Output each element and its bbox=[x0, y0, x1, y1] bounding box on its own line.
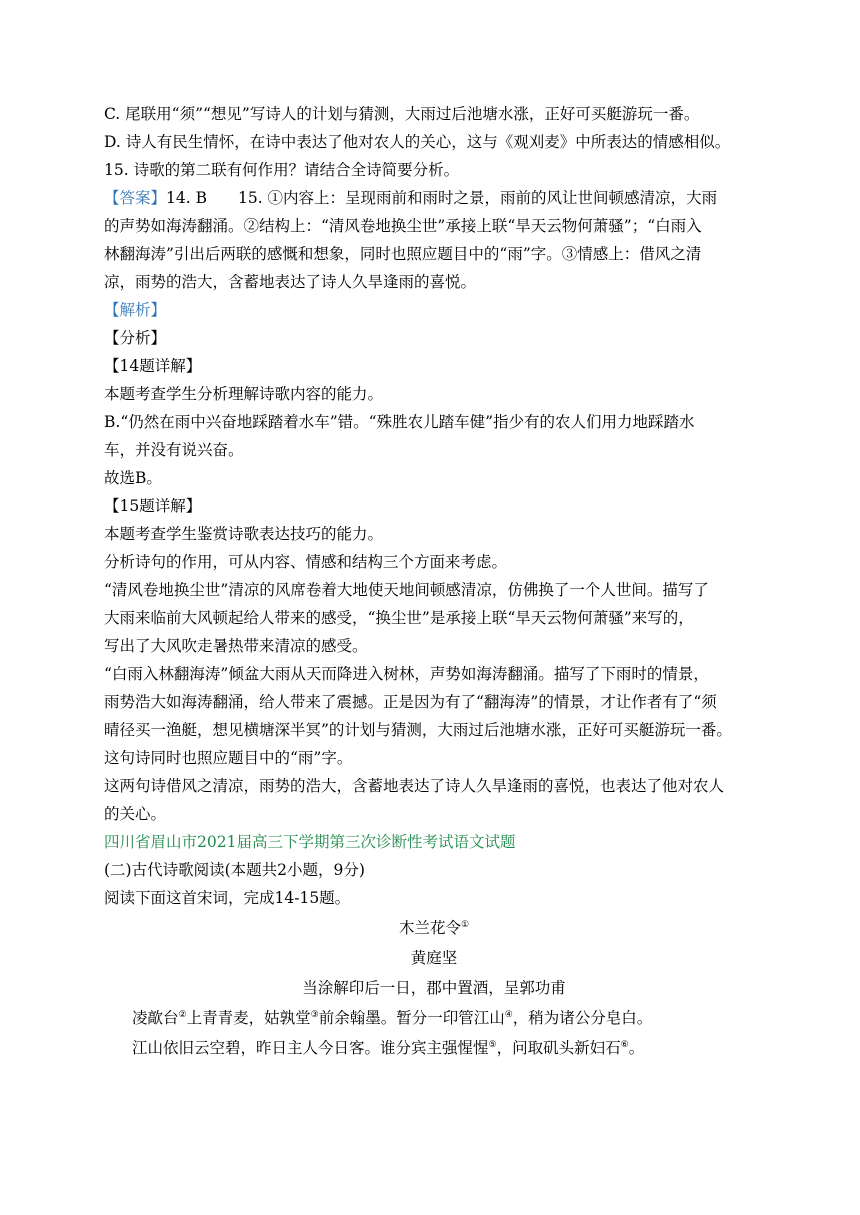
option-c: C. 尾联用“须”“想见”写诗人的计划与猜测，大雨过后池塘水涨，正好可买艇游玩一番。 bbox=[104, 105, 700, 123]
poem-preface: 当涂解印后一日，郡中置酒，呈郭功甫 bbox=[302, 979, 566, 997]
q15-detail-text-9: 这句诗同时也照应题目中的“雨”字。 bbox=[104, 749, 353, 767]
answer-tag: 【答案】 bbox=[104, 189, 167, 207]
q15-detail-text-3: “清风卷地换尘世”清凉的风席卷着大地使天地间顿感清凉，仿佛换了一个人世间。描写了 bbox=[104, 581, 709, 599]
poem-line-2: 江山依旧云空碧，昨日主人今日客。谁分宾主强惺惺⑤，问取矶头新妇石⑥。 bbox=[132, 1039, 645, 1057]
q14-detail-heading: 【14题详解】 bbox=[104, 357, 202, 375]
q15-detail-text-7: 雨势浩大如海涛翻涌，给人带来了震撼。正是因为有了“翻海涛”的情景，才让作者有了“须 bbox=[104, 693, 717, 711]
section-heading: (二)古代诗歌阅读(本题共2小题，9分) bbox=[104, 861, 365, 879]
answer-text: 14. B 15. ①内容上：呈现雨前和雨时之景，雨前的风让世间顿感清凉，大雨 bbox=[166, 189, 718, 207]
analysis-tag: 【解析】 bbox=[104, 301, 167, 319]
q15-detail-text-11: 的关心。 bbox=[104, 805, 167, 823]
q15-detail-text-8: 晴径买一渔艇，想见横塘深半冥”的计划与猜测，大雨过后池塘水涨，正好可买艇游玩一番。 bbox=[104, 721, 732, 739]
q14-conclusion: 故选B。 bbox=[104, 469, 162, 487]
q14-detail-text-2: B.“仍然在雨中兴奋地踩踏着水车”错。“殊胜农儿踏车健”指少有的农人们用力地踩踏水 bbox=[104, 413, 695, 431]
poem-author: 黄庭坚 bbox=[410, 949, 458, 967]
poem-title: 木兰花令① bbox=[398, 919, 470, 937]
q15-detail-text-2: 分析诗句的作用，可从内容、情感和结构三个方面来考虑。 bbox=[104, 553, 508, 571]
q15-detail-text-6: “白雨入林翻海涛”倾盆大雨从天而降进入树林，声势如海涛翻涌。描写了下雨时的情景， bbox=[104, 665, 709, 683]
q15-detail-heading: 【15题详解】 bbox=[104, 497, 202, 515]
answer-line-2: 的声势如海涛翻涌。②结构上：“清风卷地换尘世”承接上联“旱天云物何萧骚”；“白雨入 bbox=[104, 217, 702, 235]
answer-line bbox=[104, 188, 764, 208]
q14-detail-text: 本题考查学生分析理解诗歌内容的能力。 bbox=[104, 385, 384, 403]
option-d: D. 诗人有民生情怀，在诗中表达了他对农人的关心，这与《观刈麦》中所表达的情感相似。 bbox=[104, 133, 731, 151]
q15-detail-text-10: 这两句诗借风之清凉，雨势的浩大，含蓄地表达了诗人久旱逢雨的喜悦，也表达了他对农人 bbox=[104, 777, 725, 795]
footnote-marker: ① bbox=[460, 919, 470, 930]
q15-detail-text: 本题考查学生鉴赏诗歌表达技巧的能力。 bbox=[104, 525, 384, 543]
q15-detail-text-5: 写出了大风吹走暑热带来清凉的感受。 bbox=[104, 637, 368, 655]
analysis-line bbox=[104, 300, 764, 320]
answer-line-4: 凉，雨势的浩大，含蓄地表达了诗人久旱逢雨的喜悦。 bbox=[104, 273, 477, 291]
poem-line-1: 凌歊台②上青青麦，姑孰堂③前余翰墨。暂分一印管江山④，稍为诸公分皂白。 bbox=[132, 1009, 653, 1027]
source-title: 四川省眉山市2021届高三下学期第三次诊断性考试语文试题 bbox=[104, 833, 516, 851]
q15-detail-text-4: 大雨来临前大风顿起给人带来的感受，“换尘世”是承接上联“旱天云物何萧骚”来写的， bbox=[104, 609, 694, 627]
fenxi-heading: 【分析】 bbox=[104, 329, 167, 347]
question-15: 15. 诗歌的第二联有何作用？请结合全诗简要分析。 bbox=[104, 161, 460, 179]
answer-line-3: 林翻海涛”引出后两联的感慨和想象，同时也照应题目中的“雨”字。③情感上：借风之清 bbox=[104, 245, 702, 263]
q14-detail-text-3: 车，并没有说兴奋。 bbox=[104, 441, 244, 459]
instruction: 阅读下面这首宋词，完成14-15题。 bbox=[104, 889, 351, 907]
